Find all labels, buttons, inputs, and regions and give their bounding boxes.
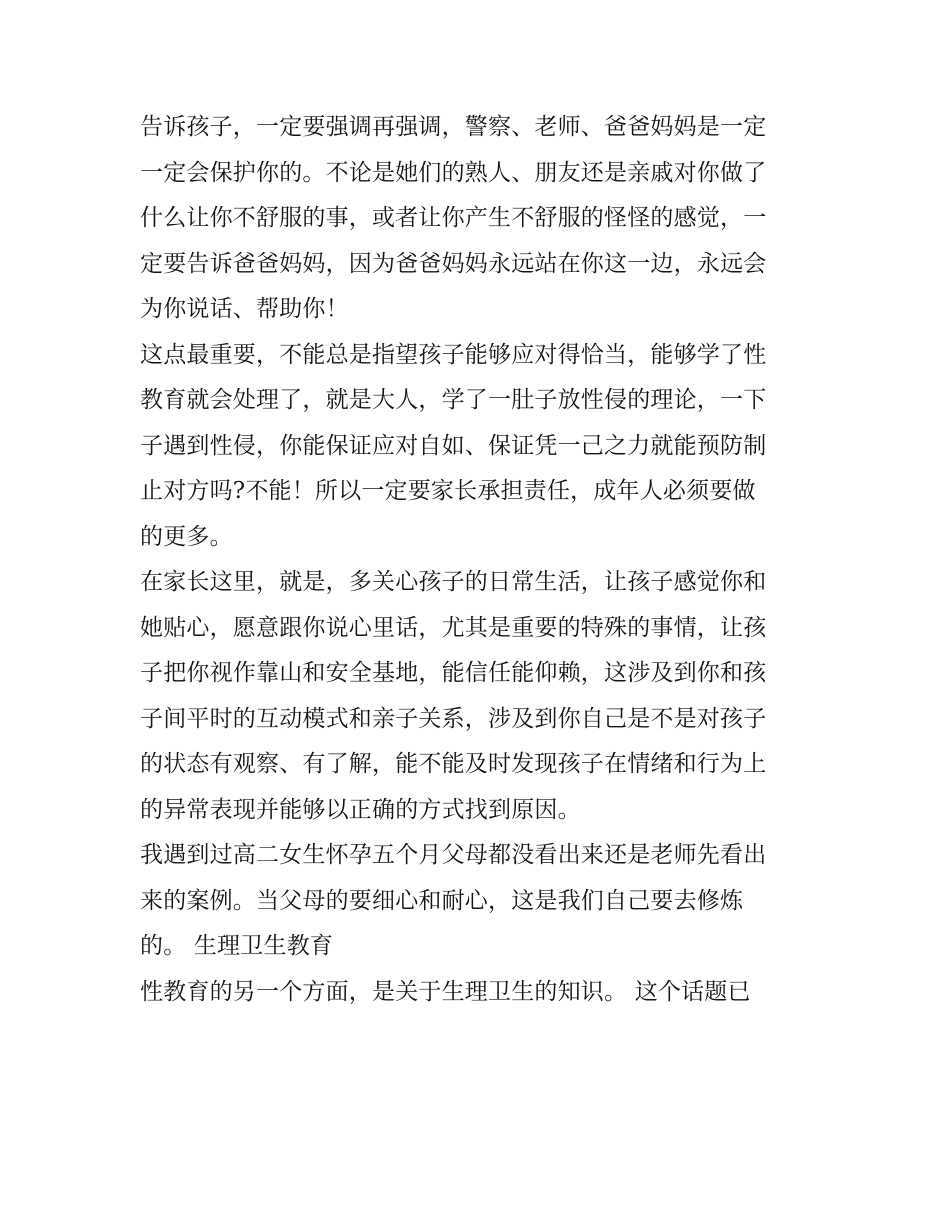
text-line: 子把你视作靠山和安全基地，能信任能仰赖，这涉及到你和孩 <box>140 660 767 686</box>
text-line: 的更多。 <box>140 523 233 550</box>
text-line: 的。 生理卫生教育 <box>140 933 334 959</box>
text-line: 一定会保护你的。不论是她们的熟人、朋友还是亲戚对你做了 <box>140 159 767 186</box>
text-line: 她贴心，愿意跟你说心里话，尤其是重要的特殊的事情，让孩 <box>140 614 767 641</box>
text-line: 我遇到过高二女生怀孕五个月父母都没看出来还是老师先看出 <box>140 842 767 868</box>
text-line: 教育就会处理了，就是大人，学了一肚子放性侵的理论，一下 <box>140 387 767 413</box>
text-line: 这点最重要，不能总是指望孩子能够应对得恰当，能够学了性 <box>140 341 767 368</box>
text-line: 的异常表现并能够以正确的方式找到原因。 <box>140 796 581 823</box>
text-line: 止对方吗?不能！所以一定要家长承担责任，成年人必须要做 <box>140 478 756 504</box>
text-line: 在家长这里，就是，多关心孩子的日常生活，让孩子感觉你和 <box>140 569 767 595</box>
text-line: 告诉孩子，一定要强调再强调，警察、老师、爸爸妈妈是一定 <box>140 114 767 140</box>
text-line: 子遇到性侵，你能保证应对自如、保证凭一己之力就能预防制 <box>140 432 767 459</box>
text-line: 的状态有观察、有了解，能不能及时发现孩子在情绪和行为上 <box>140 751 767 777</box>
text-line: 子间平时的互动模式和亲子关系，涉及到你自己是不是对孩子 <box>140 705 767 732</box>
text-line: 性教育的另一个方面，是关于生理卫生的知识。 这个话题已 <box>140 978 751 1005</box>
text-line: 为你说话、帮助你！ <box>140 296 349 322</box>
text-line: 来的案例。当父母的要细心和耐心，这是我们自己要去修炼 <box>140 887 744 914</box>
body-text <box>140 105 820 1015</box>
text-line: 定要告诉爸爸妈妈，因为爸爸妈妈永远站在你这一边，永远会 <box>140 250 767 277</box>
text-line: 什么让你不舒服的事，或者让你产生不舒服的怪怪的感觉，一 <box>140 205 767 231</box>
